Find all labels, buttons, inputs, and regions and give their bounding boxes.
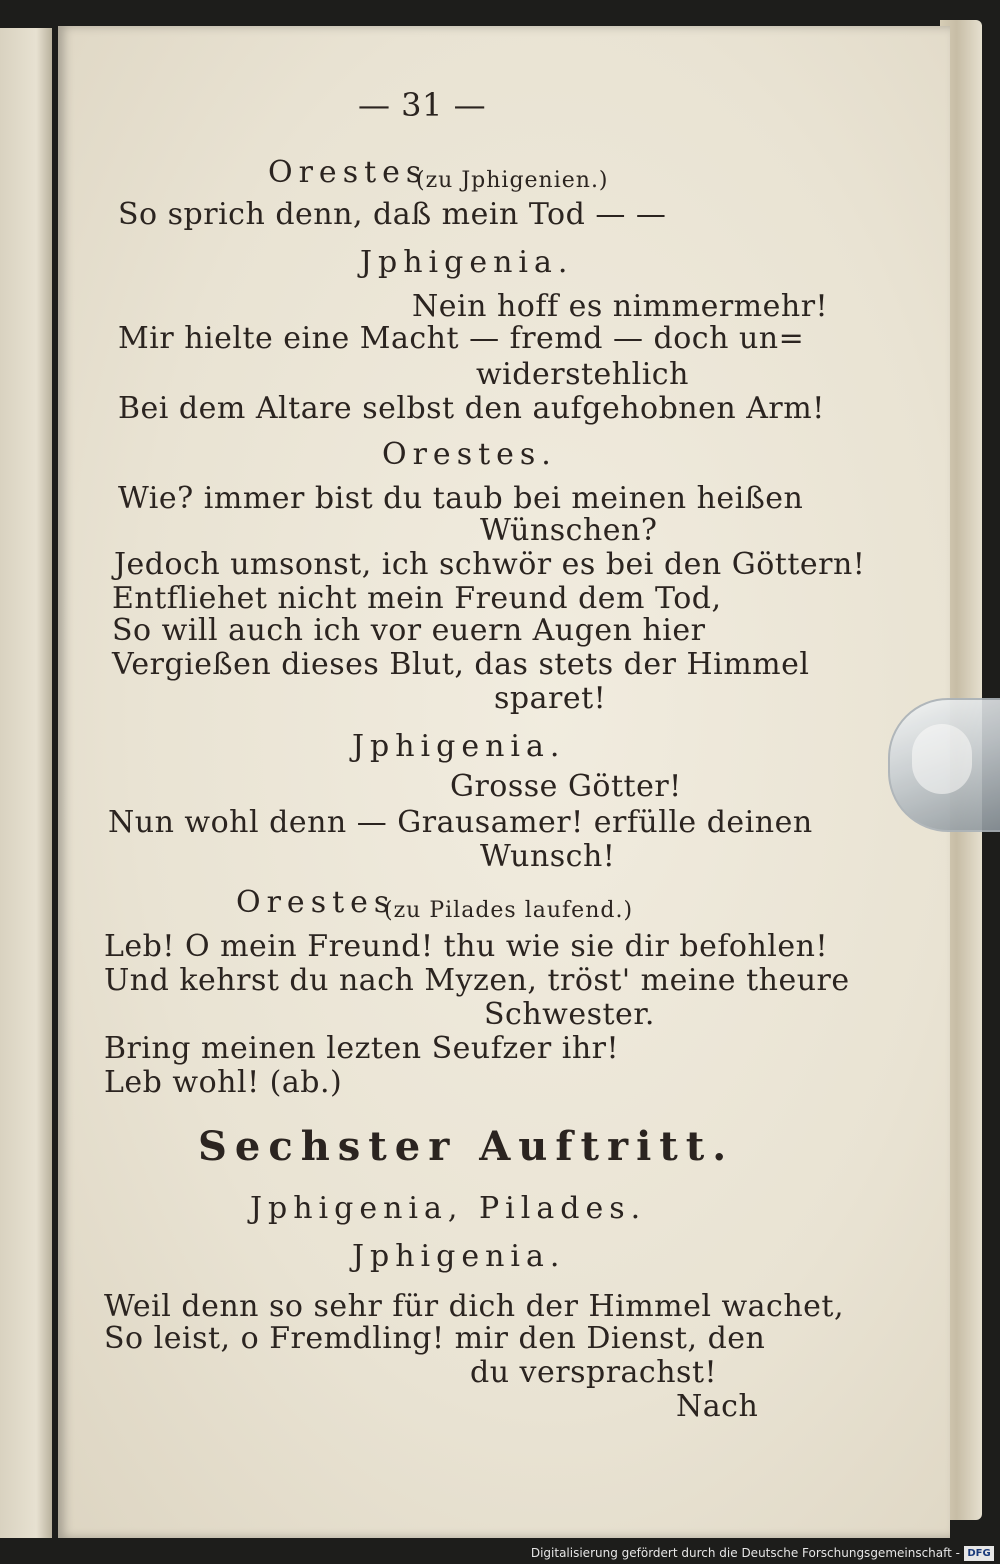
footer-credit: Digitalisierung gefördert durch die Deutsche Forschungsgemeinschaft - <box>530 1546 960 1560</box>
page-clip <box>888 698 1000 832</box>
text-line: So will auch ich vor euern Augen hier <box>112 613 706 648</box>
speaker-iphigenia: Jphigenia. <box>352 729 566 764</box>
footer-bar <box>0 1544 1000 1564</box>
text-line: Wünschen? <box>480 513 658 548</box>
stage-direction: (zu Pilades laufend.) <box>384 898 634 923</box>
speaker-iphigenia: Jphigenia. <box>360 245 574 280</box>
text-line: Entfliehet nicht mein Freund dem Tod, <box>112 581 722 616</box>
text-line: Und kehrst du nach Myzen, tröst' meine theure <box>104 963 850 998</box>
text-line: Jedoch umsonst, ich schwör es bei den Göttern! <box>114 547 866 582</box>
scene-characters: Jphigenia, Pilades. <box>250 1191 647 1226</box>
text-line: Bring meinen lezten Seufzer ihr! <box>104 1031 620 1066</box>
text-line: Mir hielte eine Macht — fremd — doch un= <box>118 321 805 356</box>
text-line: Weil denn so sehr für dich der Himmel wachet, <box>104 1289 845 1324</box>
page-number: — 31 — <box>358 86 487 124</box>
text-line: Nun wohl denn — Grausamer! erfülle deinen <box>108 805 813 840</box>
text-line: Wie? immer bist du taub bei meinen heißen <box>118 481 804 516</box>
text-line: Schwester. <box>484 997 655 1032</box>
text-line: Nein hoff es nimmermehr! <box>412 289 829 324</box>
text-line: Leb wohl! (ab.) <box>104 1065 343 1100</box>
text-line: So leist, o Fremdling! mir den Dienst, den <box>104 1321 766 1356</box>
scene-heading: Sechster Auftritt. <box>198 1123 735 1170</box>
text-line: sparet! <box>494 681 607 716</box>
speaker-orestes: Orestes <box>268 155 428 190</box>
left-page-edge <box>0 28 52 1538</box>
stage-direction: (zu Jphigenien.) <box>416 168 609 193</box>
text-line: Bei dem Altare selbst den aufgehobnen Arm! <box>118 391 825 426</box>
text-line: Leb! O mein Freund! thu wie sie dir befohlen! <box>104 929 829 964</box>
catchword: Nach <box>676 1389 759 1424</box>
speaker-orestes: Orestes <box>236 885 396 920</box>
speaker-iphigenia: Jphigenia. <box>352 1239 566 1274</box>
text-line: Vergießen dieses Blut, das stets der Himmel <box>112 647 810 682</box>
text-line: Grosse Götter! <box>450 769 682 804</box>
clip-highlight <box>912 724 972 794</box>
text-line: So sprich denn, daß mein Tod — — <box>118 197 667 232</box>
dfg-logo: DFG <box>964 1546 994 1561</box>
speaker-orestes: Orestes. <box>382 437 557 472</box>
text-line: Wunsch! <box>480 839 616 874</box>
text-line: widerstehlich <box>476 357 689 392</box>
text-line: du versprachst! <box>470 1355 718 1390</box>
